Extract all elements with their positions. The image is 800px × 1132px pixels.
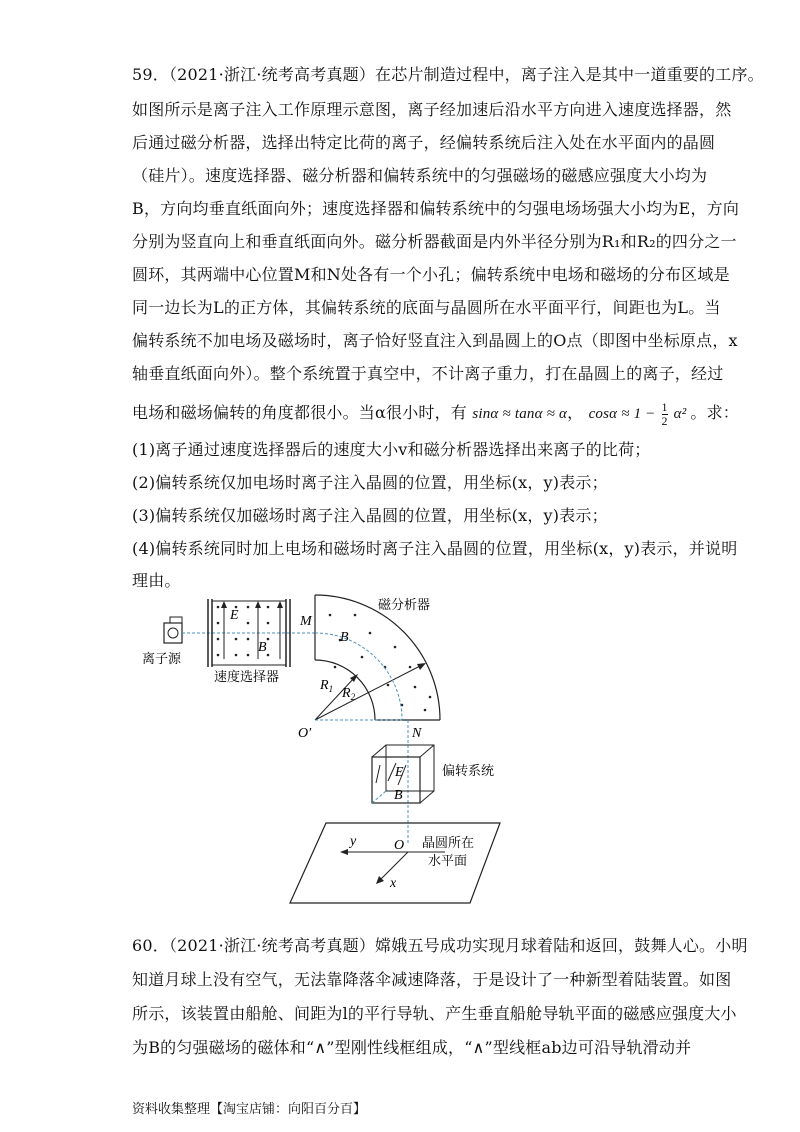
origin-O-label: O xyxy=(394,838,405,853)
ion-source xyxy=(142,617,182,667)
selector-E-label: E xyxy=(230,608,239,623)
q59-question-1: (1)离子通过速度选择器后的速度大小v和磁分析器选择出来离子的比荷； xyxy=(132,440,651,459)
fraction-den: 2 xyxy=(661,414,668,429)
R1-label: $R_1$ xyxy=(320,678,334,694)
velocity-selector-label: 速度选择器 xyxy=(214,670,280,685)
q59-line-9: 偏转系统不加电场及磁场时，离子恰好竖直注入到晶圆上的O点（即图中坐标原点，x xyxy=(132,331,738,350)
small-angle-approx: sinα ≈ tanα ≈ α xyxy=(472,406,568,422)
q59-line-10: 轴垂直纸面向外）。整个系统置于真空中，不计离子重力，打在晶圆上的离子，经过 xyxy=(132,364,724,383)
q59-line-8: 同一边长为L的正方体，其偏转系统的底面与晶圆所在水平面平行，间距也为L。当 xyxy=(132,298,721,317)
fraction-half xyxy=(662,401,668,428)
q59-line-11-end: 。求： xyxy=(690,403,740,422)
q59-line-5: B，方向均垂直纸面向外；速度选择器和偏转系统中的匀强电场场强大小均为E，方向 xyxy=(132,199,740,218)
q59-line-11-text: 电场和磁场偏转的角度都很小。当α很小时，有 xyxy=(132,403,468,422)
cos-approx xyxy=(588,400,691,429)
analyzer-B-label: B xyxy=(340,630,349,645)
q59-question-2: (2)偏转系统仅加电场时离子注入晶圆的位置，用坐标(x，y)表示； xyxy=(132,473,608,492)
fraction-num: 1 xyxy=(661,400,668,415)
M-hole-label: M xyxy=(300,614,312,629)
selector-B-label: B xyxy=(258,640,267,655)
wafer-label-1: 晶圆所在 xyxy=(422,836,475,851)
q59-question-4: (4)偏转系统同时加上电场和磁场时离子注入晶圆的位置，用坐标(x，y)表示，并说明 xyxy=(132,539,738,558)
N-hole-label: N xyxy=(412,726,422,741)
q59-line-1: 59．（2021·浙江·统考高考真题）在芯片制造过程中，离子注入是其中一道重要的工序。 xyxy=(132,65,764,84)
y-axis-label: y xyxy=(350,834,357,849)
deflection-E-label: E xyxy=(395,765,404,780)
cos-approx-left: cosα ≈ 1 − xyxy=(588,406,656,422)
q59-question-3: (3)偏转系统仅加磁场时离子注入晶圆的位置，用坐标(x，y)表示； xyxy=(132,506,608,525)
q59-line-7: 圆环，其两端中心位置M和N处各有一个小孔；偏转系统中电场和磁场的分布区域是 xyxy=(132,265,730,284)
wafer-plane xyxy=(290,823,500,903)
q59-line-4: （硅片）。速度选择器、磁分析器和偏转系统中的匀强磁场的磁感应强度大小均为 xyxy=(132,166,708,185)
cos-approx-right: α² xyxy=(673,406,687,422)
page-footer: 资料收集整理【淘宝店铺：向阳百分百】 xyxy=(132,1102,367,1117)
q60-line-3: 所示，该装置由船舱、间距为l的平行导轨、产生垂直船舱导轨平面的磁感应强度大小 xyxy=(132,1004,737,1023)
q60-line-4: 为B的匀强磁场的磁体和“∧”型刚性线框组成，“∧”型线框ab边可沿导轨滑动并 xyxy=(132,1038,692,1057)
ion-implantation-diagram xyxy=(140,585,520,910)
wafer-label-2: 水平面 xyxy=(428,854,468,869)
q59-line-6: 分别为竖直向上和垂直纸面向外。磁分析器截面是内外半径分别为R₁和R₂的四分之一 xyxy=(132,232,737,251)
deflection-system-label: 偏转系统 xyxy=(442,764,495,779)
q59-question-4-cont: 理由。 xyxy=(132,571,181,590)
q59-line-3: 后通过磁分析器，选择出特定比荷的离子，经偏转系统后注入处在水平面内的晶圆 xyxy=(132,133,716,152)
q59-line-2: 如图所示是离子注入工作原理示意图，离子经加速后沿水平方向进入速度选择器，然 xyxy=(132,100,732,119)
x-axis-label: x xyxy=(390,876,397,891)
O-prime-label: O′ xyxy=(298,726,312,741)
deflection-B-label: B xyxy=(394,788,403,803)
q59-line-11: 电场和磁场偏转的角度都很小。当α很小时，有 sinα ≈ tanα ≈ α， cosα ≈ 1 − $\frac{1}{2}$ α² 。求： xyxy=(132,400,740,429)
velocity-selector xyxy=(208,599,290,685)
magnetic-analyzer xyxy=(298,595,440,741)
deflection-system xyxy=(372,745,494,803)
magnetic-analyzer-label: 磁分析器 xyxy=(378,598,431,613)
ion-source-label: 离子源 xyxy=(142,652,182,667)
R2-label: $R_2$ xyxy=(342,686,356,702)
q60-line-1: 60．（2021·浙江·统考高考真题）嫦娥五号成功实现月球着陆和返回，鼓舞人心。小明 xyxy=(132,936,748,955)
q60-line-2: 知道月球上没有空气，无法靠降落伞减速降落，于是设计了一种新型着陆装置。如图 xyxy=(132,970,732,989)
